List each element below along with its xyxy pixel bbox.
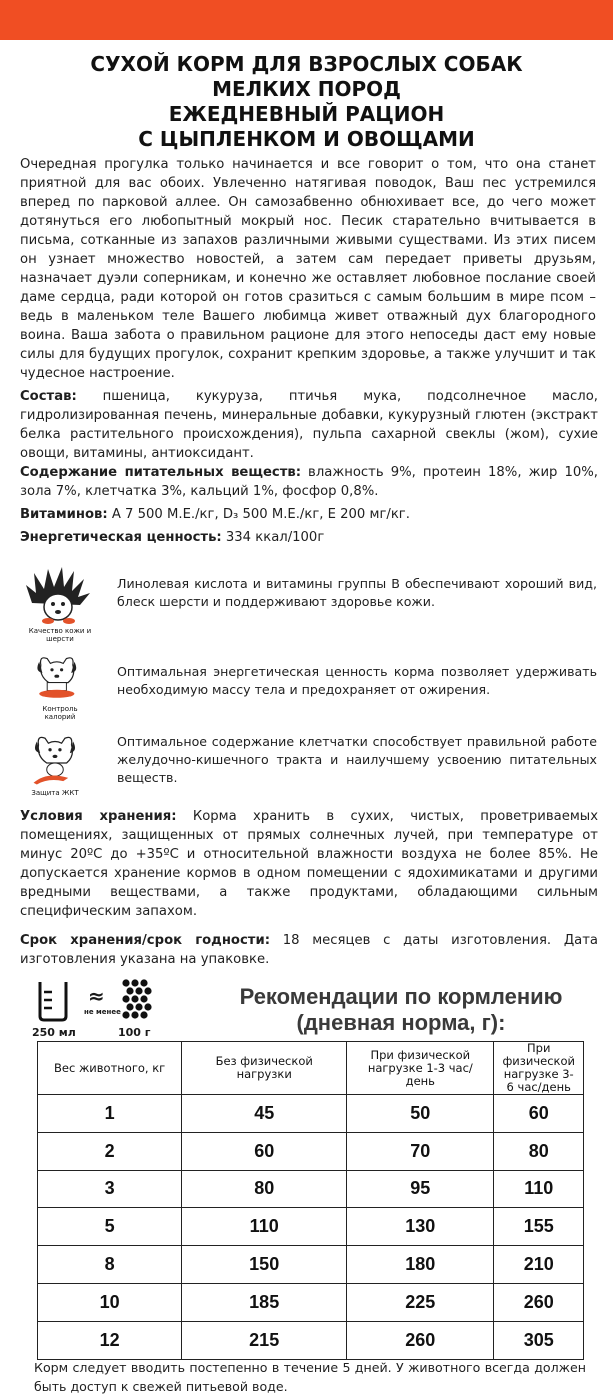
approx-sign: ≈ <box>88 984 105 1008</box>
title-line-2: МЕЛКИХ ПОРОД <box>212 77 401 101</box>
table-row <box>38 1321 584 1359</box>
cell-weight: 10 <box>38 1283 182 1321</box>
composition-section <box>20 387 598 463</box>
energy-section <box>20 528 598 547</box>
feature-skin-coat <box>20 563 600 643</box>
cell-no-load: 185 <box>182 1283 347 1321</box>
feeding-table <box>37 1041 584 1360</box>
shelf-life-label: Срок хранения/срок годности: <box>20 933 270 948</box>
shelf-life-section <box>20 931 598 969</box>
feature-digestion <box>20 727 600 797</box>
weight-label: 100 г <box>118 1026 151 1039</box>
cell-load-3-6: 60 <box>494 1095 584 1133</box>
cell-no-load: 110 <box>182 1208 347 1246</box>
cell-weight: 3 <box>38 1170 182 1208</box>
table-row <box>38 1246 584 1284</box>
feature-1-caption: Качество кожи и шерсти <box>28 627 92 643</box>
cell-load-1-3: 50 <box>347 1095 494 1133</box>
storage-label: Условия хранения: <box>20 809 177 824</box>
header-load-3-6: При физической нагрузке 3-6 час/день <box>494 1042 584 1095</box>
cell-weight: 8 <box>38 1246 182 1284</box>
shelf-life-text: 18 месяцев с даты изготовления. Дата изготовления указана на упаковке. <box>20 933 598 967</box>
cell-load-1-3: 260 <box>347 1321 494 1359</box>
table-row <box>38 1170 584 1208</box>
kibble-icon <box>120 978 156 1022</box>
storage-text: Корма хранить в сухих, чистых, проветриваемых помещениях, защищенных от прямых солнечных лучей, при температуре от минус 20ºС до +35ºС и относительной влажности воздуха не более 85%. Не допускается хранение кормов в одном помещении с ядохимикатами и другими вредными веществами, а также продуктами, обладающими сильным специфическим запахом. <box>20 809 598 919</box>
feature-3-caption: Защита ЖКТ <box>31 789 79 797</box>
storage-section <box>20 807 598 921</box>
feeding-recommendations-heading <box>205 984 597 1036</box>
top-accent-bar <box>0 0 613 40</box>
cup-volume-label: 250 мл <box>32 1026 76 1039</box>
cell-load-3-6: 110 <box>494 1170 584 1208</box>
cell-load-3-6: 80 <box>494 1132 584 1170</box>
cell-load-1-3: 180 <box>347 1246 494 1284</box>
cell-no-load: 150 <box>182 1246 347 1284</box>
feature-2-text: Оптимальная энергетическая ценность корма позволяет удерживать необходимую массу тела и предохраняет от ожирения. <box>117 664 597 697</box>
measure-block <box>30 978 190 1038</box>
intro-paragraph: Очередная прогулка только начинается и все говорит о том, что она станет приятной для вас обоих. Увлеченно натягивая поводок, Ваш пес устремился вперед по парковой аллее. Он самозабвенно обнюхивает все, до чего может дотянуться его любопытный мокрый нос. Песик старательно вчитывается в письма, сотканные из запахов различными живыми существами. Из этих писем он узнает множество новостей, а затем сам передает приветы друзьям, назначает дуэли соперникам, и конечно же оставляет любовное послание своей даме сердца, ради которой он готов сразиться с самым большим в мире псом – ведь в маленьком теле Вашего любимца живет отважный дух благородного воина. Ваша забота о правильном рационе для этого непоседы даст ему новые силы для будущих прогулок, сохранит крепким здоровье, а также улучшит и так чудесное настроение. <box>20 157 596 381</box>
table-row <box>38 1283 584 1321</box>
title-line-1: СУХОЙ КОРМ ДЛЯ ВЗРОСЛЫХ СОБАК <box>90 52 523 76</box>
footer-note: Корм следует вводить постепенно в течение 5 дней. У животного всегда должен быть доступ к свежей питьевой воде. <box>34 1360 586 1394</box>
cell-load-1-3: 95 <box>347 1170 494 1208</box>
cell-load-1-3: 130 <box>347 1208 494 1246</box>
header-load-1-3: При физической нагрузке 1-3 час/день <box>347 1042 494 1095</box>
title-line-4: С ЦЫПЛЕНКОМ И ОВОЩАМИ <box>138 127 475 151</box>
recommendations-line-2: (дневная норма, г): <box>296 1010 506 1035</box>
nutrients-text: влажность 9%, протеин 18%, жир 10%, зола 7%, клетчатка 3%, кальций 1%, фосфор 0,8%. <box>20 465 599 499</box>
composition-label: Состав: <box>20 389 77 404</box>
header-weight: Вес животного, кг <box>38 1042 182 1095</box>
nutrients-label: Содержание питательных веществ: <box>20 465 301 480</box>
cell-load-3-6: 305 <box>494 1321 584 1359</box>
table-row <box>38 1132 584 1170</box>
vitamins-section <box>20 505 598 524</box>
cell-load-3-6: 260 <box>494 1283 584 1321</box>
cell-weight: 12 <box>38 1321 182 1359</box>
cell-weight: 5 <box>38 1208 182 1246</box>
feature-calorie-control <box>20 645 600 721</box>
energy-text: 334 ккал/100г <box>221 530 325 545</box>
cell-load-1-3: 70 <box>347 1132 494 1170</box>
cell-load-1-3: 225 <box>347 1283 494 1321</box>
header-no-load: Без физической нагрузки <box>182 1042 347 1095</box>
cell-no-load: 45 <box>182 1095 347 1133</box>
hedgehog-dog-icon <box>20 563 100 635</box>
approx-note: не менее <box>84 1008 121 1016</box>
product-title <box>0 52 613 152</box>
vitamins-text: А 7 500 М.Е./кг, D₃ 500 М.Е./кг, Е 200 мг/кг. <box>107 507 410 522</box>
table-row <box>38 1095 584 1133</box>
nutrients-section <box>20 463 598 501</box>
cell-no-load: 80 <box>182 1170 347 1208</box>
cell-weight: 2 <box>38 1132 182 1170</box>
recommendations-line-1: Рекомендации по кормлению <box>239 984 563 1009</box>
cell-load-3-6: 210 <box>494 1246 584 1284</box>
cell-load-3-6: 155 <box>494 1208 584 1246</box>
composition-text: пшеница, кукуруза, птичья мука, подсолнечное масло, гидролизированная печень, минеральные добавки, кукурузный глютен (экстракт белка растительного происхождения), пульпа сахарной свеклы (жом), сухие овощи, витамины, антиоксидант. <box>20 389 598 461</box>
vitamins-label: Витаминов: <box>20 507 108 522</box>
feature-3-text: Оптимальное содержание клетчатки способствует правильной работе желудочно-кишечного тракта и наилучшему усвоению питательных веществ. <box>117 734 597 785</box>
energy-label: Энергетическая ценность: <box>20 530 222 545</box>
title-line-3: ЕЖЕДНЕВНЫЙ РАЦИОН <box>168 102 445 126</box>
table-header-row <box>38 1042 584 1095</box>
feature-2-caption: Контроль калорий <box>42 705 78 721</box>
cell-no-load: 215 <box>182 1321 347 1359</box>
cell-no-load: 60 <box>182 1132 347 1170</box>
table-row <box>38 1208 584 1246</box>
measuring-cup-icon <box>36 980 70 1022</box>
cell-weight: 1 <box>38 1095 182 1133</box>
feature-1-text: Линолевая кислота и витамины группы В обеспечивают хороший вид, блеск шерсти и поддерживают здоровье кожи. <box>117 576 597 609</box>
